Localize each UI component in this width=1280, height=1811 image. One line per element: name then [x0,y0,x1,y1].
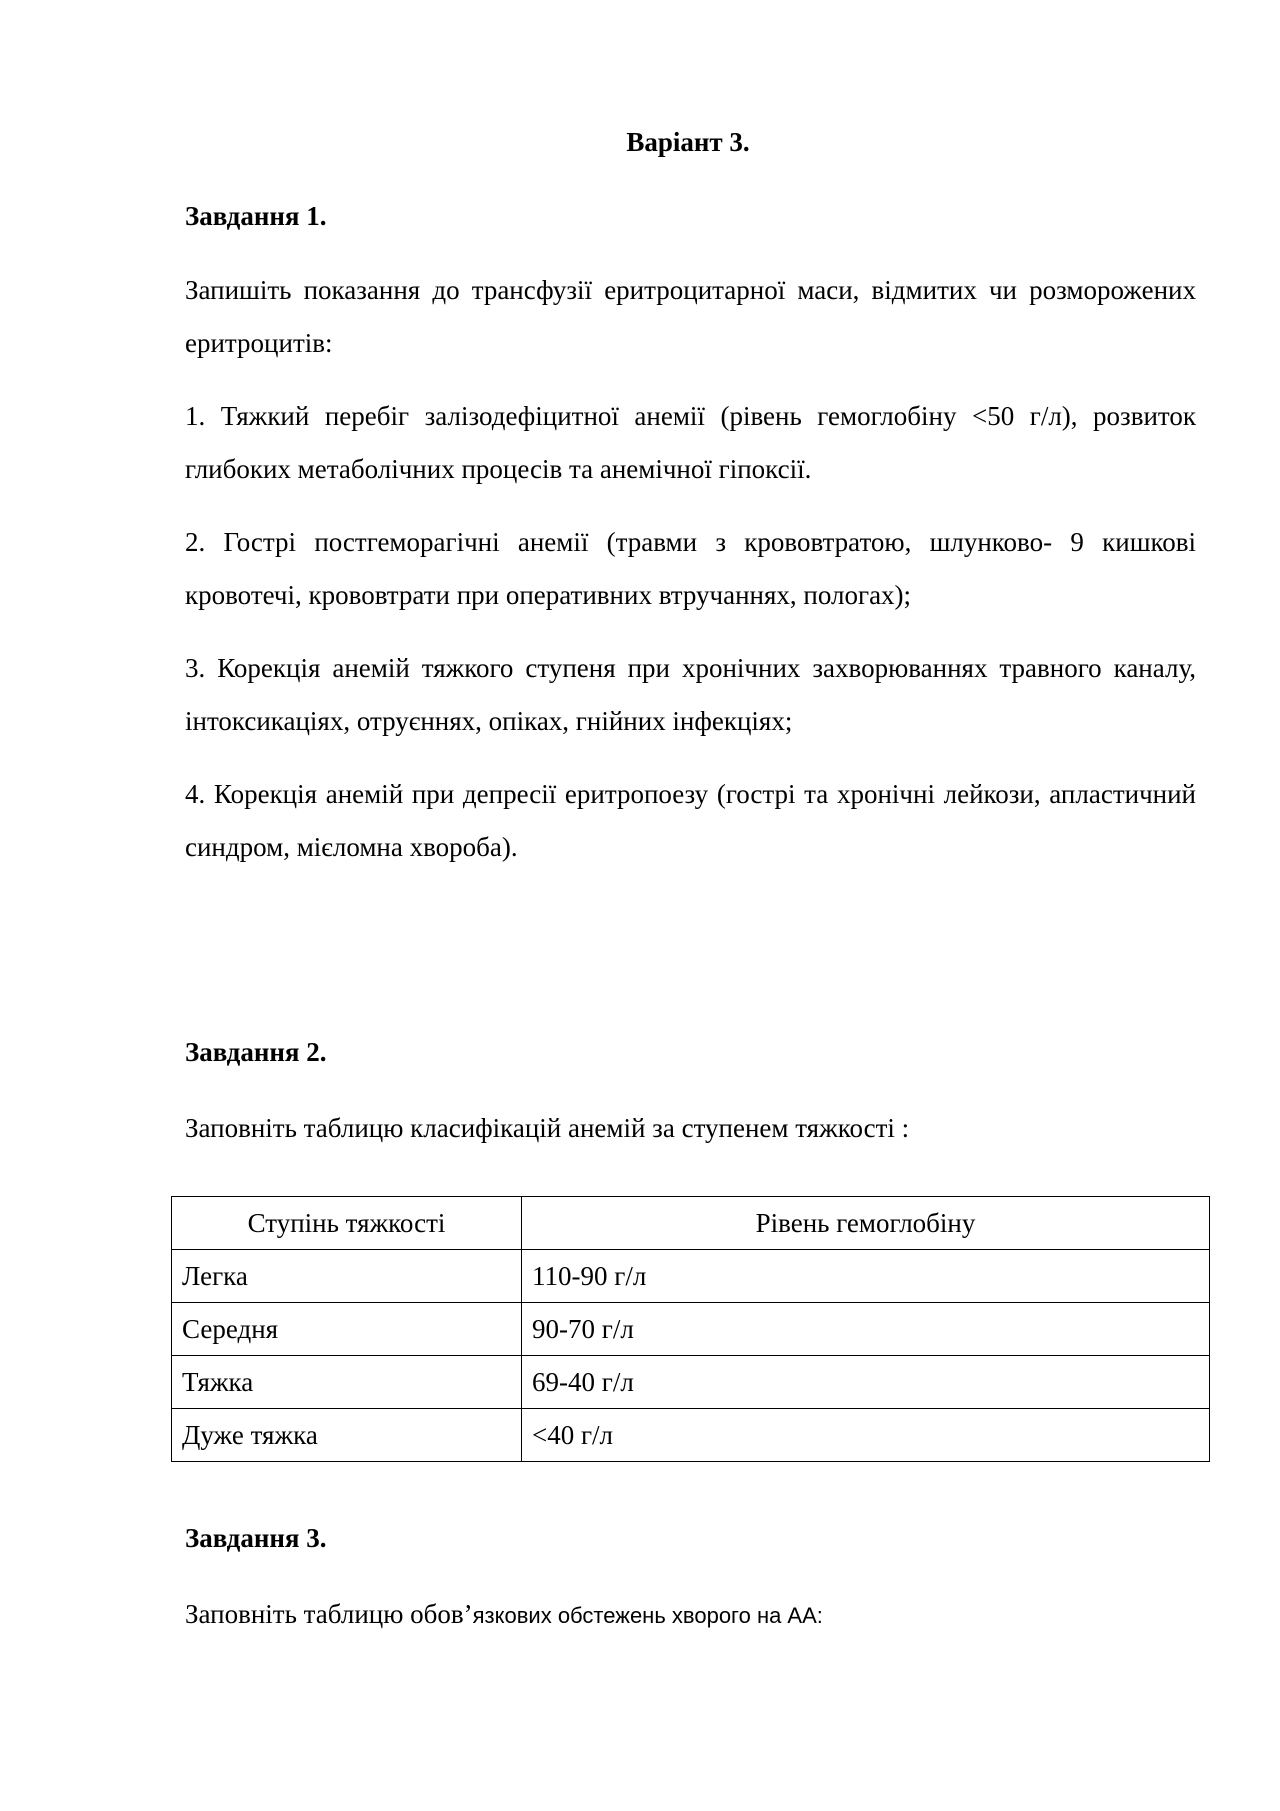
table-cell-hemoglobin: 69-40 г/л [522,1356,1210,1409]
table-row [172,1303,1210,1356]
task2-heading: Завдання 2. [185,1037,327,1067]
table-cell-severity: Легка [172,1250,522,1303]
page-title: Варіант 3. [626,127,750,157]
table-header-row [172,1197,1210,1250]
task1-intro: Запишіть показання до трансфузії еритроцитарної маси, відмитих чи розморожених еритроцитів: [185,275,1196,358]
task1-heading: Завдання 1. [185,201,327,231]
table-row [172,1409,1210,1462]
table-row [172,1250,1210,1303]
task1-item-4: 4. Корекція анемій при депресії еритропоезу (гострі та хронічні лейкози, апластичний синдром, мієломна хвороба). [185,779,1196,862]
task3-intro-sans: язкових обстежень хворого на АА: [472,1603,823,1628]
task3-intro-serif: Заповніть таблицю обов’ [185,1599,473,1629]
anemia-severity-table [171,1196,1210,1462]
table-cell-severity: Тяжка [172,1356,522,1409]
table-cell-severity: Середня [172,1303,522,1356]
task1-item-1: 1. Тяжкий перебіг залізодефіцитної анемії (рівень гемоглобіну <50 г/л), розвиток глибоких метаболічних процесів та анемічної гіпоксії. [185,401,1196,484]
task2-intro: Заповніть таблицю класифікацій анемій за ступенем тяжкості : [185,1113,910,1143]
table-cell-hemoglobin: 110-90 г/л [522,1250,1210,1303]
table-cell-hemoglobin: 90-70 г/л [522,1303,1210,1356]
table-row [172,1356,1210,1409]
task1-item-2: 2. Гострі постгеморагічні анемії (травми з крововтратою, шлунково- 9 кишкові кровотечі, крововтрати при оперативних втручаннях, пологах); [185,527,1196,610]
table-cell-severity: Дуже тяжка [172,1409,522,1462]
task3-intro [185,1594,823,1636]
table-header-hemoglobin: Рівень гемоглобіну [522,1197,1210,1250]
task1-item-3: 3. Корекція анемій тяжкого ступеня при хронічних захворюваннях травного каналу, інтоксикаціях, отруєннях, опіках, гнійних інфекціях; [185,653,1196,736]
table-cell-hemoglobin: <40 г/л [522,1409,1210,1462]
table-header-severity: Ступінь тяжкості [172,1197,522,1250]
task3-heading: Завдання 3. [185,1523,327,1553]
